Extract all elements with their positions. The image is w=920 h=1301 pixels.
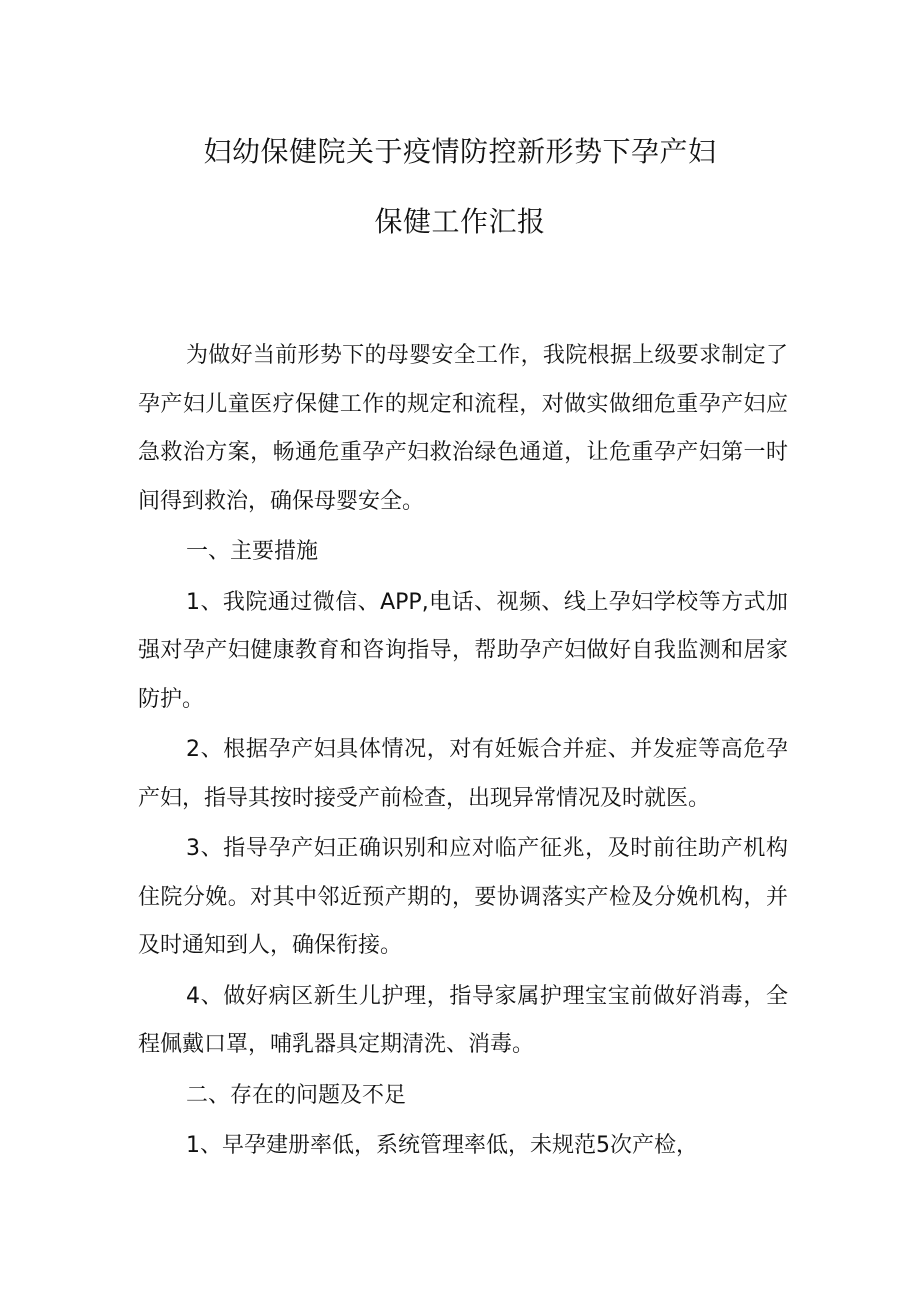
intro-paragraph: 为做好当前形势下的母婴安全工作，我院根据上级要求制定了孕产妇儿童医疗保健工作的规定和流程，对做实做细危重孕产妇应急救治方案，畅通危重孕产妇救治绿色通道，让危重孕产妇第一时间得到救治，确保母婴安全。: [138, 343, 788, 514]
section-1-item-4: 4、做好病区新生儿护理，指导家属护理宝宝前做好消毒，全程佩戴口罩，哺乳器具定期清洗、消毒。: [138, 983, 788, 1057]
document-title-line-1: 妇幼保健院关于疫情防控新形势下孕产妇: [203, 135, 717, 168]
section-1-item-1: 1、我院通过微信、APP,电话、视频、线上孕妇学校等方式加强对孕产妇健康教育和咨询指导，帮助孕产妇做好自我监测和居家防护。: [138, 589, 788, 712]
section-1-item-3: 3、指导孕产妇正确识别和应对临产征兆，及时前往助产机构住院分娩。对其中邻近预产期的，要协调落实产检及分娩机构，并及时通知到人，确保衔接。: [138, 836, 788, 958]
section-2-item-1: 1、早孕建册率低，系统管理率低，未规范5次产检，: [186, 1133, 698, 1158]
document-title-line-2: 保健工作汇报: [374, 205, 546, 238]
section-1-heading: 一、主要措施: [186, 539, 319, 564]
section-2-heading: 二、存在的问题及不足: [186, 1082, 407, 1108]
document-body: [138, 332, 788, 1173]
section-1-item-2: 2、根据孕产妇具体情况，对有妊娠合并症、并发症等高危孕产妇，指导其按时接受产前检查，出现异常情况及时就医。: [138, 737, 788, 811]
